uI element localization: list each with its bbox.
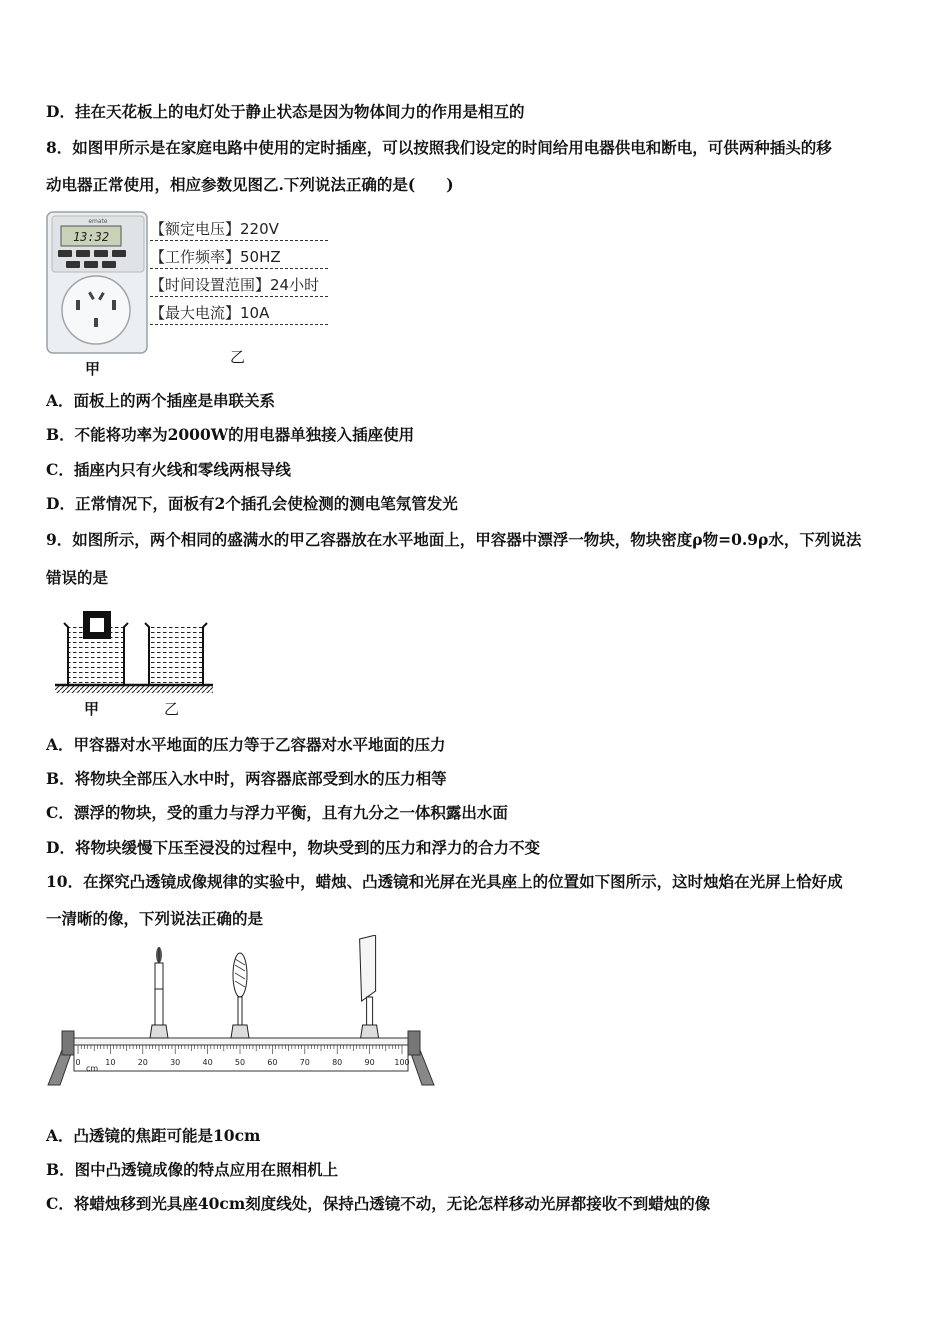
ruler-label: 30 — [170, 1058, 181, 1067]
candle — [150, 947, 168, 1038]
spec-divider — [150, 240, 328, 241]
spec-frequency: 【工作频率】50HZ — [150, 248, 281, 266]
spec-divider — [150, 296, 328, 297]
q9-caption-yi: 乙 — [164, 700, 180, 718]
q9-option-a: A．甲容器对水平地面的压力等于乙容器对水平地面的压力 — [46, 735, 446, 754]
q9-option-b: B．将物块全部压入水中时，两容器底部受到水的压力相等 — [46, 769, 447, 788]
q10-stem-line1: 10．在探究凸透镜成像规律的实验中，蜡烛、凸透镜和光屏在光具座上的位置如下图所示，这时烛焰在光屏上恰好成 — [46, 872, 843, 891]
q7-option-d: D．挂在天花板上的电灯处于静止状态是因为物体间力的作用是相互的 — [46, 102, 525, 121]
ruler-label: 100 — [394, 1058, 410, 1067]
q9-caption-jia: 甲 — [84, 700, 100, 718]
ruler-label: 80 — [332, 1058, 343, 1067]
ruler-label: 10 — [105, 1058, 116, 1067]
containers-figure — [55, 605, 215, 700]
spec-divider — [150, 324, 328, 325]
container-yi — [145, 623, 207, 685]
spec-max-current: 【最大电流】10A — [150, 304, 270, 322]
optical-bench-figure — [46, 935, 438, 1090]
device-brand: emate — [88, 218, 108, 225]
light-screen — [360, 935, 379, 1038]
timer-socket-figure — [46, 210, 150, 355]
ruler-label: 20 — [137, 1058, 148, 1067]
container-jia — [64, 611, 128, 685]
q10-stem-line2: 一清晰的像，下列说法正确的是 — [46, 909, 264, 928]
spec-rated-voltage: 【额定电压】220V — [150, 220, 279, 238]
ruler-label: 0 — [75, 1058, 81, 1067]
q9-option-c: C．漂浮的物块，受的重力与浮力平衡，且有九分之一体积露出水面 — [46, 803, 508, 822]
ruler-label: 40 — [202, 1058, 213, 1067]
q8-stem-line1: 8．如图甲所示是在家庭电路中使用的定时插座，可以按照我们设定的时间给用电器供电和断电，可供两种插头的移 — [46, 138, 832, 157]
q8-option-d: D．正常情况下，面板有2个插孔会使检测的测电笔氖管发光 — [46, 494, 458, 513]
convex-lens — [231, 953, 249, 1038]
ruler-label: 60 — [267, 1058, 278, 1067]
q10-option-c: C．将蜡烛移到光具座40cm刻度线处，保持凸透镜不动，无论怎样移动光屏都接收不到蜡烛的像 — [46, 1194, 711, 1213]
device-display: 13:32 — [72, 230, 110, 244]
ruler-label: 70 — [299, 1058, 310, 1067]
q9-option-d: D．将物块缓慢下压至浸没的过程中，物块受到的压力和浮力的合力不变 — [46, 838, 540, 857]
q8-caption-jia: 甲 — [85, 360, 101, 378]
q8-option-a: A．面板上的两个插座是串联关系 — [46, 391, 276, 410]
q10-option-a: A．凸透镜的焦距可能是10cm — [46, 1126, 261, 1145]
q8-stem-line2: 动电器正常使用，相应参数见图乙.下列说法正确的是( ) — [46, 175, 454, 194]
q9-stem-line1: 9．如图所示，两个相同的盛满水的甲乙容器放在水平地面上，甲容器中漂浮一物块，物块密度ρ物=0.9ρ水，下列说法 — [46, 530, 862, 549]
q8-caption-yi: 乙 — [230, 348, 246, 366]
q8-option-c: C．插座内只有火线和零线两根导线 — [46, 460, 291, 479]
ruler-label: 50 — [234, 1058, 246, 1067]
q8-option-b: B．不能将功率为2000W的用电器单独接入插座使用 — [46, 425, 415, 444]
q10-option-b: B．图中凸透镜成像的特点应用在照相机上 — [46, 1160, 339, 1179]
ruler-unit: cm — [86, 1064, 99, 1073]
spec-divider — [150, 268, 328, 269]
q9-stem-line2: 错误的是 — [46, 568, 109, 587]
ruler-label: 90 — [364, 1058, 375, 1067]
spec-time-range: 【时间设置范围】24小时 — [150, 276, 320, 294]
